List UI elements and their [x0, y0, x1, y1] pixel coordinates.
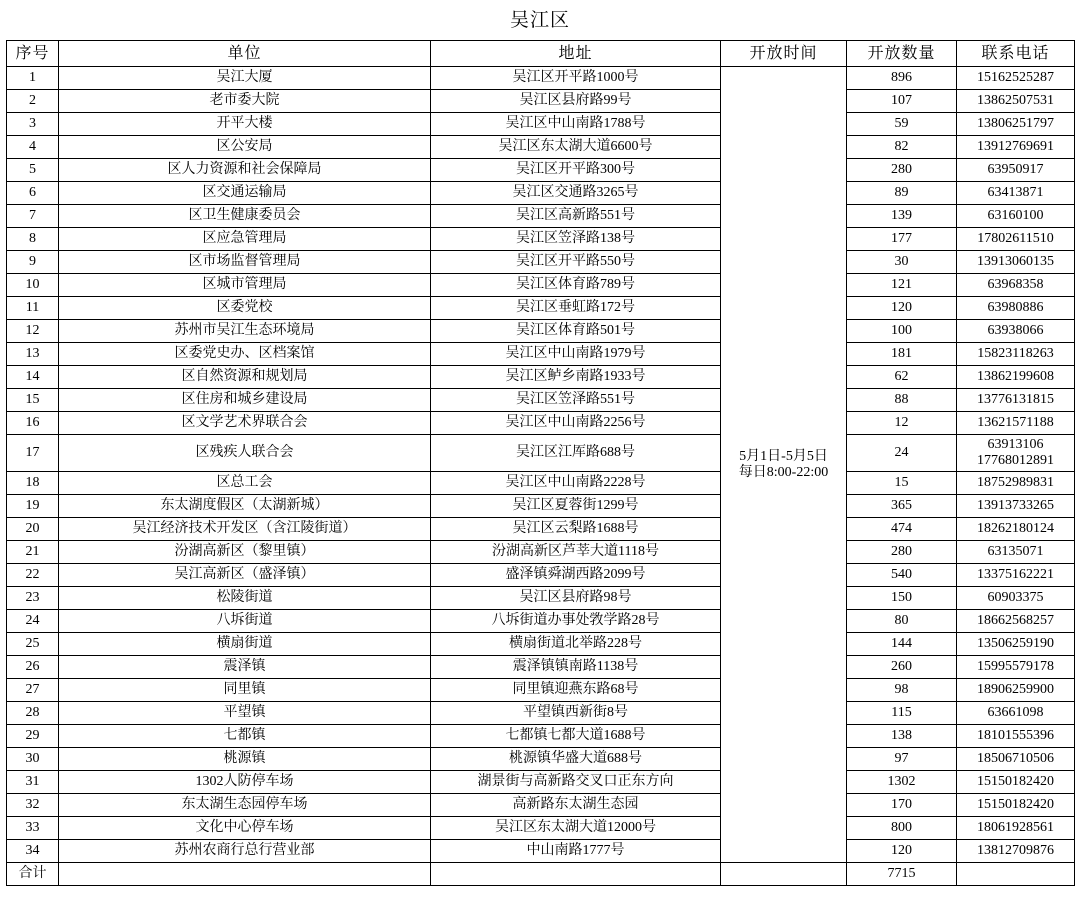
- cell-address: 横扇街道北举路228号: [431, 633, 721, 656]
- cell-address: 吴江区开平路300号: [431, 159, 721, 182]
- table-row: [7, 817, 1075, 840]
- cell-phone: 13913733265: [957, 495, 1075, 518]
- table-row: [7, 182, 1075, 205]
- cell-open-quantity: 120: [847, 840, 957, 863]
- cell-address: 吴江区交通路3265号: [431, 182, 721, 205]
- cell-index: 14: [7, 366, 59, 389]
- cell-index: 19: [7, 495, 59, 518]
- cell-address: 震泽镇镇南路1138号: [431, 656, 721, 679]
- cell-open-quantity: 540: [847, 564, 957, 587]
- cell-address: 吴江区县府路98号: [431, 587, 721, 610]
- open-places-table: [6, 40, 1075, 886]
- cell-unit: 开平大楼: [59, 113, 431, 136]
- cell-open-quantity: 59: [847, 113, 957, 136]
- cell-unit: 区人力资源和社会保障局: [59, 159, 431, 182]
- cell-index: 1: [7, 67, 59, 90]
- cell-address: 高新路东太湖生态园: [431, 794, 721, 817]
- cell-unit: 区自然资源和规划局: [59, 366, 431, 389]
- cell-open-quantity: 800: [847, 817, 957, 840]
- cell-unit: 区残疾人联合会: [59, 435, 431, 472]
- cell-phone: 18662568257: [957, 610, 1075, 633]
- cell-index: 16: [7, 412, 59, 435]
- cell-open-quantity: 260: [847, 656, 957, 679]
- cell-unit: 苏州农商行总行营业部: [59, 840, 431, 863]
- cell-unit: 吴江经济技术开发区（含江陵街道）: [59, 518, 431, 541]
- cell-index: 2: [7, 90, 59, 113]
- cell-open-quantity: 365: [847, 495, 957, 518]
- cell-open-quantity: 107: [847, 90, 957, 113]
- cell-address: 吴江区江厍路688号: [431, 435, 721, 472]
- page-title: 吴江区: [509, 10, 570, 31]
- cell-address: 吴江区东太湖大道6600号: [431, 136, 721, 159]
- phone-line-1: 63913106: [987, 437, 1044, 452]
- cell-phone: 18506710506: [957, 748, 1075, 771]
- cell-phone: 13776131815: [957, 389, 1075, 412]
- cell-open-quantity: 139: [847, 205, 957, 228]
- cell-index: 27: [7, 679, 59, 702]
- cell-phone: 15823118263: [957, 343, 1075, 366]
- cell-index: 6: [7, 182, 59, 205]
- cell-open-quantity: 24: [847, 435, 957, 472]
- cell-unit: 老市委大院: [59, 90, 431, 113]
- cell-unit: 区总工会: [59, 472, 431, 495]
- cell-address: 同里镇迎燕东路68号: [431, 679, 721, 702]
- table-row: [7, 113, 1075, 136]
- table-row: [7, 794, 1075, 817]
- cell-open-quantity: 120: [847, 297, 957, 320]
- cell-index: 5: [7, 159, 59, 182]
- cell-open-quantity: 474: [847, 518, 957, 541]
- cell-total-time-blank: [721, 863, 847, 886]
- cell-phone: 63661098: [957, 702, 1075, 725]
- cell-address: 吴江区中山南路2256号: [431, 412, 721, 435]
- cell-phone: 15150182420: [957, 771, 1075, 794]
- cell-index: 20: [7, 518, 59, 541]
- cell-phone: 17802611510: [957, 228, 1075, 251]
- cell-open-quantity: 89: [847, 182, 957, 205]
- cell-phone: 18061928561: [957, 817, 1075, 840]
- cell-address: 盛泽镇舜湖西路2099号: [431, 564, 721, 587]
- cell-index: 13: [7, 343, 59, 366]
- cell-address: 吴江区体育路789号: [431, 274, 721, 297]
- table-row: [7, 297, 1075, 320]
- cell-address: 桃源镇华盛大道688号: [431, 748, 721, 771]
- table-header: [7, 41, 1075, 67]
- cell-open-quantity: 181: [847, 343, 957, 366]
- table-row: [7, 435, 1075, 472]
- cell-unit: 区公安局: [59, 136, 431, 159]
- cell-total-label: 合计: [7, 863, 59, 886]
- table-header-row: [7, 41, 1075, 67]
- cell-phone: 18262180124: [957, 518, 1075, 541]
- cell-address: 吴江区鲈乡南路1933号: [431, 366, 721, 389]
- cell-unit: 桃源镇: [59, 748, 431, 771]
- table-row: [7, 518, 1075, 541]
- cell-index: 8: [7, 228, 59, 251]
- column-header-phone: 联系电话: [957, 41, 1075, 67]
- cell-phone: 63980886: [957, 297, 1075, 320]
- cell-phone: 60903375: [957, 587, 1075, 610]
- cell-address: 吴江区东太湖大道12000号: [431, 817, 721, 840]
- cell-open-quantity: 138: [847, 725, 957, 748]
- table-row: [7, 320, 1075, 343]
- cell-address: 吴江区中山南路2228号: [431, 472, 721, 495]
- open-time-line-1: 5月1日-5月5日: [739, 448, 828, 464]
- table-row: [7, 771, 1075, 794]
- cell-unit: 区文学艺术界联合会: [59, 412, 431, 435]
- cell-open-quantity: 1302: [847, 771, 957, 794]
- cell-total-unit-blank: [59, 863, 431, 886]
- table-row: [7, 725, 1075, 748]
- cell-address: 吴江区中山南路1788号: [431, 113, 721, 136]
- cell-open-quantity: 97: [847, 748, 957, 771]
- table-row: [7, 205, 1075, 228]
- cell-phone: 13506259190: [957, 633, 1075, 656]
- column-header-open-quantity: 开放数量: [847, 41, 957, 67]
- cell-open-quantity: 280: [847, 541, 957, 564]
- table-row: [7, 366, 1075, 389]
- cell-unit: 平望镇: [59, 702, 431, 725]
- cell-index: 15: [7, 389, 59, 412]
- table-row: [7, 228, 1075, 251]
- cell-address: 吴江区笠泽路138号: [431, 228, 721, 251]
- cell-unit: 东太湖度假区（太湖新城）: [59, 495, 431, 518]
- table-row: [7, 90, 1075, 113]
- table-row: [7, 610, 1075, 633]
- cell-index: 21: [7, 541, 59, 564]
- cell-index: 12: [7, 320, 59, 343]
- cell-phone: 18752989831: [957, 472, 1075, 495]
- cell-phone: 13913060135: [957, 251, 1075, 274]
- cell-open-quantity: 150: [847, 587, 957, 610]
- cell-open-quantity: 896: [847, 67, 957, 90]
- cell-index: 18: [7, 472, 59, 495]
- cell-phone: 18906259900: [957, 679, 1075, 702]
- table-row: [7, 633, 1075, 656]
- cell-unit: 东太湖生态园停车场: [59, 794, 431, 817]
- cell-index: 17: [7, 435, 59, 472]
- cell-index: 25: [7, 633, 59, 656]
- cell-total-phone-blank: [957, 863, 1075, 886]
- cell-open-quantity: 15: [847, 472, 957, 495]
- cell-open-time: [721, 67, 847, 863]
- cell-phone: 13862507531: [957, 90, 1075, 113]
- cell-unit: 1302人防停车场: [59, 771, 431, 794]
- cell-phone: 63950917: [957, 159, 1075, 182]
- cell-phone: 15162525287: [957, 67, 1075, 90]
- table-row: [7, 136, 1075, 159]
- table-row: [7, 587, 1075, 610]
- cell-phone: 13862199608: [957, 366, 1075, 389]
- table-row: [7, 702, 1075, 725]
- column-header-address: 地址: [431, 41, 721, 67]
- cell-unit: 区应急管理局: [59, 228, 431, 251]
- table-row: [7, 67, 1075, 90]
- table-row: [7, 472, 1075, 495]
- cell-unit: 震泽镇: [59, 656, 431, 679]
- cell-open-quantity: 98: [847, 679, 957, 702]
- cell-address: 八坼街道办事处敩学路28号: [431, 610, 721, 633]
- cell-unit: 八坼街道: [59, 610, 431, 633]
- cell-phone: 18101555396: [957, 725, 1075, 748]
- cell-address: 吴江区高新路551号: [431, 205, 721, 228]
- cell-index: 9: [7, 251, 59, 274]
- cell-index: 23: [7, 587, 59, 610]
- cell-unit: 七都镇: [59, 725, 431, 748]
- phone-line-2: 17768012891: [977, 453, 1054, 468]
- cell-address: 吴江区体育路501号: [431, 320, 721, 343]
- table-row: [7, 159, 1075, 182]
- table-row: [7, 251, 1075, 274]
- cell-phone: 15995579178: [957, 656, 1075, 679]
- cell-phone: 13621571188: [957, 412, 1075, 435]
- table-body: [7, 67, 1075, 886]
- cell-unit: 区交通运输局: [59, 182, 431, 205]
- cell-unit: 区委党史办、区档案馆: [59, 343, 431, 366]
- cell-phone: 63968358: [957, 274, 1075, 297]
- cell-index: 4: [7, 136, 59, 159]
- cell-unit: 同里镇: [59, 679, 431, 702]
- cell-phone: 63160100: [957, 205, 1075, 228]
- cell-index: 31: [7, 771, 59, 794]
- cell-phone: 15150182420: [957, 794, 1075, 817]
- cell-address: 湖景街与高新路交叉口正东方向: [431, 771, 721, 794]
- cell-index: 22: [7, 564, 59, 587]
- cell-index: 26: [7, 656, 59, 679]
- cell-address: 汾湖高新区芦莘大道1118号: [431, 541, 721, 564]
- cell-open-quantity: 12: [847, 412, 957, 435]
- cell-open-quantity: 30: [847, 251, 957, 274]
- cell-unit: 区城市管理局: [59, 274, 431, 297]
- table-row: [7, 564, 1075, 587]
- table-row: [7, 679, 1075, 702]
- cell-open-quantity: 88: [847, 389, 957, 412]
- cell-unit: 汾湖高新区（黎里镇）: [59, 541, 431, 564]
- cell-phone: 13375162221: [957, 564, 1075, 587]
- cell-phone: [957, 435, 1075, 472]
- cell-unit: 苏州市吴江生态环境局: [59, 320, 431, 343]
- cell-unit: 区住房和城乡建设局: [59, 389, 431, 412]
- cell-phone: 13812709876: [957, 840, 1075, 863]
- cell-phone: 63938066: [957, 320, 1075, 343]
- column-header-unit: 单位: [59, 41, 431, 67]
- table-row: [7, 541, 1075, 564]
- table-row: [7, 656, 1075, 679]
- cell-address: 吴江区开平路1000号: [431, 67, 721, 90]
- cell-index: 11: [7, 297, 59, 320]
- cell-unit: 吴江高新区（盛泽镇）: [59, 564, 431, 587]
- cell-open-quantity: 115: [847, 702, 957, 725]
- cell-phone: 13806251797: [957, 113, 1075, 136]
- table-total-row: [7, 863, 1075, 886]
- table-row: [7, 840, 1075, 863]
- column-header-open-time: 开放时间: [721, 41, 847, 67]
- cell-open-quantity: 82: [847, 136, 957, 159]
- cell-open-quantity: 144: [847, 633, 957, 656]
- cell-address: 吴江区垂虹路172号: [431, 297, 721, 320]
- open-time-line-2: 每日8:00-22:00: [738, 464, 829, 480]
- cell-index: 29: [7, 725, 59, 748]
- cell-index: 30: [7, 748, 59, 771]
- cell-open-quantity: 177: [847, 228, 957, 251]
- cell-index: 28: [7, 702, 59, 725]
- cell-address: 吴江区云梨路1688号: [431, 518, 721, 541]
- table-row: [7, 389, 1075, 412]
- cell-unit: 区市场监督管理局: [59, 251, 431, 274]
- cell-address: 平望镇西新街8号: [431, 702, 721, 725]
- cell-index: 34: [7, 840, 59, 863]
- cell-phone: 13912769691: [957, 136, 1075, 159]
- cell-open-quantity: 170: [847, 794, 957, 817]
- cell-address: 吴江区开平路550号: [431, 251, 721, 274]
- cell-phone: 63413871: [957, 182, 1075, 205]
- cell-index: 10: [7, 274, 59, 297]
- cell-address: 七都镇七都大道1688号: [431, 725, 721, 748]
- table-row: [7, 495, 1075, 518]
- table-row: [7, 748, 1075, 771]
- cell-address: 吴江区笠泽路551号: [431, 389, 721, 412]
- table-row: [7, 412, 1075, 435]
- cell-open-quantity: 280: [847, 159, 957, 182]
- table-row: [7, 274, 1075, 297]
- cell-index: 7: [7, 205, 59, 228]
- cell-address: 中山南路1777号: [431, 840, 721, 863]
- table-row: [7, 343, 1075, 366]
- column-header-index: 序号: [7, 41, 59, 67]
- cell-open-quantity: 62: [847, 366, 957, 389]
- cell-index: 33: [7, 817, 59, 840]
- cell-unit: 区卫生健康委员会: [59, 205, 431, 228]
- cell-index: 32: [7, 794, 59, 817]
- cell-address: 吴江区夏蓉街1299号: [431, 495, 721, 518]
- cell-open-quantity: 100: [847, 320, 957, 343]
- cell-total-address-blank: [431, 863, 721, 886]
- cell-open-quantity: 121: [847, 274, 957, 297]
- cell-unit: 松陵街道: [59, 587, 431, 610]
- cell-index: 3: [7, 113, 59, 136]
- cell-phone: 63135071: [957, 541, 1075, 564]
- cell-index: 24: [7, 610, 59, 633]
- cell-unit: 区委党校: [59, 297, 431, 320]
- cell-unit: 文化中心停车场: [59, 817, 431, 840]
- cell-unit: 吴江大厦: [59, 67, 431, 90]
- cell-address: 吴江区县府路99号: [431, 90, 721, 113]
- cell-total-quantity: 7715: [847, 863, 957, 886]
- cell-address: 吴江区中山南路1979号: [431, 343, 721, 366]
- cell-open-quantity: 80: [847, 610, 957, 633]
- cell-unit: 横扇街道: [59, 633, 431, 656]
